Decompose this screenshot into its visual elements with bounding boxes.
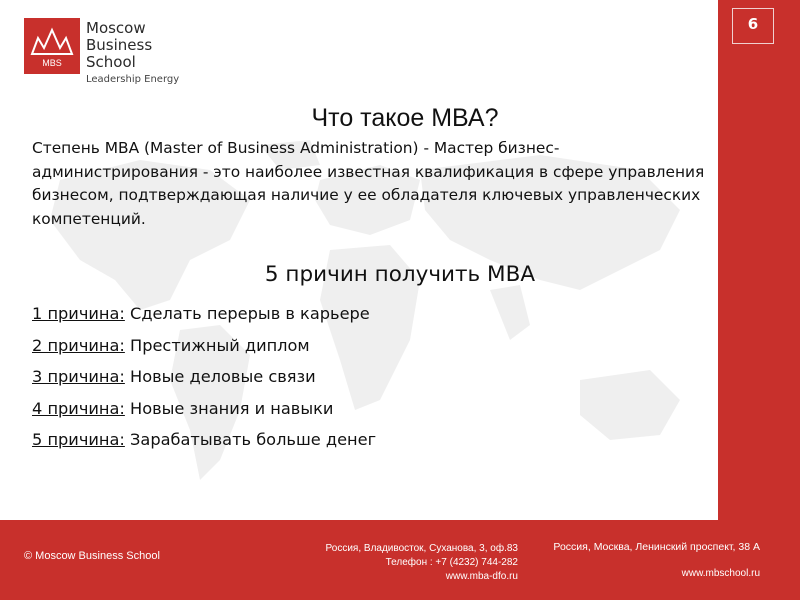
vladivostok-site-link[interactable]: www.mba-dfo.ru [445,571,518,582]
vladivostok-address: Россия, Владивосток, Суханова, 3, оф.83 [325,543,518,554]
slide-number: 6 [732,8,774,44]
footer-vladivostok [326,542,518,584]
reason-number: 4 причина: [32,398,125,418]
footer-copyright: © Moscow Business School [24,550,160,562]
reason-text: Сделать перерыв в карьере [124,304,370,323]
moscow-address: Россия, Москва, Ленинский проспект, 38 А [553,541,760,553]
mbs-logo[interactable] [24,18,194,85]
logo-line-2: Business School [86,36,153,71]
footer [0,520,800,600]
reason-number: 2 причина: [32,335,125,355]
list-item [32,428,672,460]
moscow-site-link[interactable]: www.mbschool.ru [681,568,760,579]
reason-text: Новые знания и навыки [124,398,334,418]
list-item [32,302,672,334]
list-item [32,365,672,397]
logo-mark-text: MBS [42,58,62,68]
logo-mark [24,18,80,74]
reasons-list [32,302,672,460]
logo-tagline: Leadership Energy [86,74,180,85]
reason-text: Престижный диплом [124,335,310,355]
logo-line-1: Moscow [86,19,146,37]
reasons-title: 5 причин получить МВА [264,262,536,287]
list-item [32,397,672,429]
right-red-band [718,0,800,520]
reason-text: Новые деловые связи [124,367,316,386]
reason-text: Зарабатывать больше денег [124,430,377,449]
mba-description: Степень MBA (Master of Business Administration) - Мастер бизнес-администрирования - это наиболее известная квалификация в сфере управления бизнесом, подтверждающая наличие у ее обладателя ключевых управленческих компетенций. [32,139,705,228]
vladivostok-phone: Телефон : +7 (4232) 744-282 [385,557,518,568]
reason-number: 5 причина: [32,430,125,449]
reason-number: 3 причина: [32,367,125,386]
logo-text [86,20,194,88]
list-item [32,334,672,366]
page-title: Что такое МВА? [311,104,499,132]
flame-crown-icon [24,18,80,74]
reason-number: 1 причина: [32,304,125,323]
